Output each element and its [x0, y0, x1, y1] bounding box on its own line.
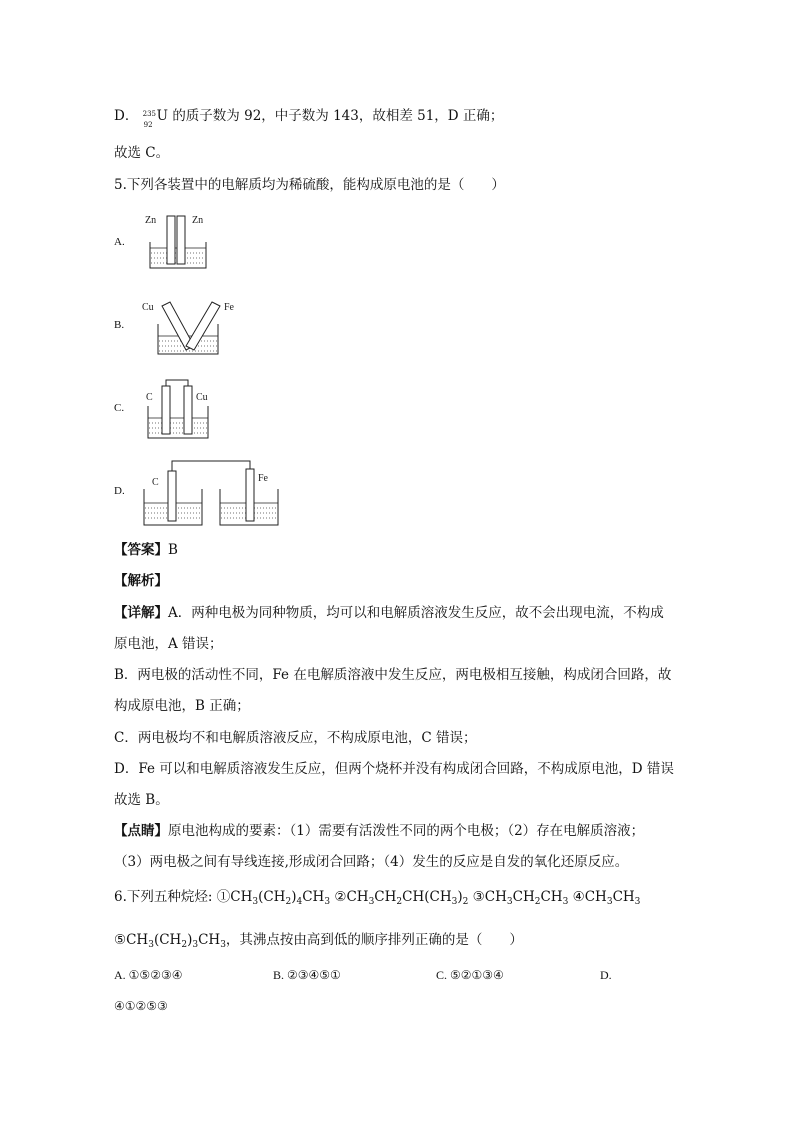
q5-option-b-label: B. — [114, 319, 125, 331]
fig-c-right-label: Cu — [196, 392, 208, 403]
fig-a-right-label: Zn — [192, 215, 204, 226]
q5-tip-1 — [114, 821, 644, 841]
fig-b-right-label: Fe — [224, 302, 234, 313]
isotope-symbol: U — [156, 108, 169, 124]
alkane-2: $②CH_3CH_2CH(CH_3)_2$ — [334, 889, 469, 907]
alkane-3: $③CH_3CH_2CH_3$ — [472, 889, 569, 907]
q6-choice-c — [436, 968, 504, 983]
q5-detail-a — [114, 603, 664, 623]
answer-tag: 【答案】 — [114, 542, 168, 558]
q5-detail-d: D．Fe 可以和电解质溶液发生反应，但两个烧杯并没有构成闭合回路，不构成原电池，D 错误 — [114, 761, 674, 777]
choice-c-text: ⑤②①③④ — [450, 968, 504, 982]
alkane-5: $⑤CH_3(CH_2)_3CH_3$ — [114, 932, 226, 950]
q6-choice-b — [273, 968, 341, 983]
fig-a-right-electrode — [177, 216, 185, 264]
fig-c-right-electrode — [184, 386, 192, 434]
alkane-1: $①CH_3(CH_2)_4CH_3$ — [216, 889, 331, 907]
prev-conclusion: 故选 C。 — [114, 145, 170, 161]
choice-a-text: ①⑤②③④ — [128, 968, 183, 982]
q6-stem-line1 — [114, 887, 640, 907]
tip-tag: 【点睛】 — [114, 823, 168, 839]
q6-stem-prefix: 6.下列五种烷烃: — [114, 889, 213, 905]
q6-choice-d-text: ④①②⑤③ — [114, 999, 168, 1013]
fig-d-right-electrode — [246, 469, 254, 521]
q5-option-a-label: A. — [114, 236, 125, 248]
fig-d-right-label: Fe — [258, 473, 268, 484]
q5-detail-b: B．两电极的活动性不同，Fe 在电解质溶液中发生反应，两电极相互接触，构成闭合回路，故 — [114, 667, 672, 683]
fig-d-wire — [172, 461, 250, 471]
q5-tip-2: （3）两电极之间有导线连接,形成闭合回路；（4）发生的反应是自发的氧化还原反应。 — [114, 854, 629, 870]
answer-value: B — [168, 542, 178, 558]
alkane-4: $④CH_3CH_3$ — [572, 889, 641, 907]
fig-d-left-electrode — [168, 471, 176, 521]
q5-answer — [114, 540, 178, 560]
q5-figure-c — [140, 376, 220, 442]
uranium-isotope — [142, 106, 157, 129]
isotope-mass: 235 — [142, 110, 156, 118]
q5-figure-d — [140, 455, 290, 531]
fig-d-left-label: C — [152, 477, 159, 488]
fig-c-left-label: C — [146, 392, 153, 403]
fig-a-left-electrode — [167, 216, 175, 264]
q5-analysis-tag: 【解析】 — [114, 573, 168, 589]
q5-figure-b — [140, 296, 240, 358]
q5-stem: 5.下列各装置中的电解质均为稀硫酸，能构成原电池的是（ ） — [114, 177, 505, 193]
prev-option-d — [114, 106, 504, 129]
choice-a-label: A. — [114, 968, 126, 982]
q5-figure-a — [142, 210, 212, 272]
q6-stem-line2 — [114, 930, 523, 950]
q5-option-c-label: C. — [114, 402, 125, 414]
tip-1-text: 原电池构成的要素：（1）需要有活泼性不同的两个电极；（2）存在电解质溶液； — [168, 823, 645, 839]
q5-detail-b2: 构成原电池，B 正确； — [114, 698, 250, 714]
fig-b-left-label: Cu — [142, 302, 154, 313]
q6-choice-a — [114, 968, 182, 983]
q5-conclusion: 故选 B。 — [114, 792, 169, 808]
fig-c-wire — [166, 380, 188, 386]
detail-a-text: A．两种电极为同种物质，均可以和电解质溶液发生反应，故不会出现电流，不构成 — [168, 605, 664, 621]
fig-c-beaker — [148, 406, 208, 438]
choice-b-label: B. — [273, 968, 285, 982]
fig-c-left-electrode — [162, 386, 170, 434]
choice-b-text: ②③④⑤① — [287, 968, 341, 982]
option-d-prefix: D． — [114, 108, 139, 124]
fig-a-left-label: Zn — [145, 215, 157, 226]
fig-b-right-electrode — [186, 302, 220, 350]
q6-stem-suffix: ，其沸点按由高到低的顺序排列正确的是（ ） — [225, 932, 523, 948]
q6-choice-d-label: D. — [600, 968, 612, 982]
isotope-number: 92 — [143, 121, 153, 129]
q5-option-d-label: D. — [114, 485, 125, 497]
choice-c-label: C. — [436, 968, 448, 982]
q5-detail-a2: 原电池，A 错误； — [114, 636, 223, 652]
q5-detail-c: C．两电极均不和电解质溶液反应，不构成原电池，C 错误； — [114, 730, 477, 746]
option-d-text: 的质子数为 92，中子数为 143，故相差 51，D 正确； — [172, 108, 504, 124]
detail-tag: 【详解】 — [114, 605, 168, 621]
